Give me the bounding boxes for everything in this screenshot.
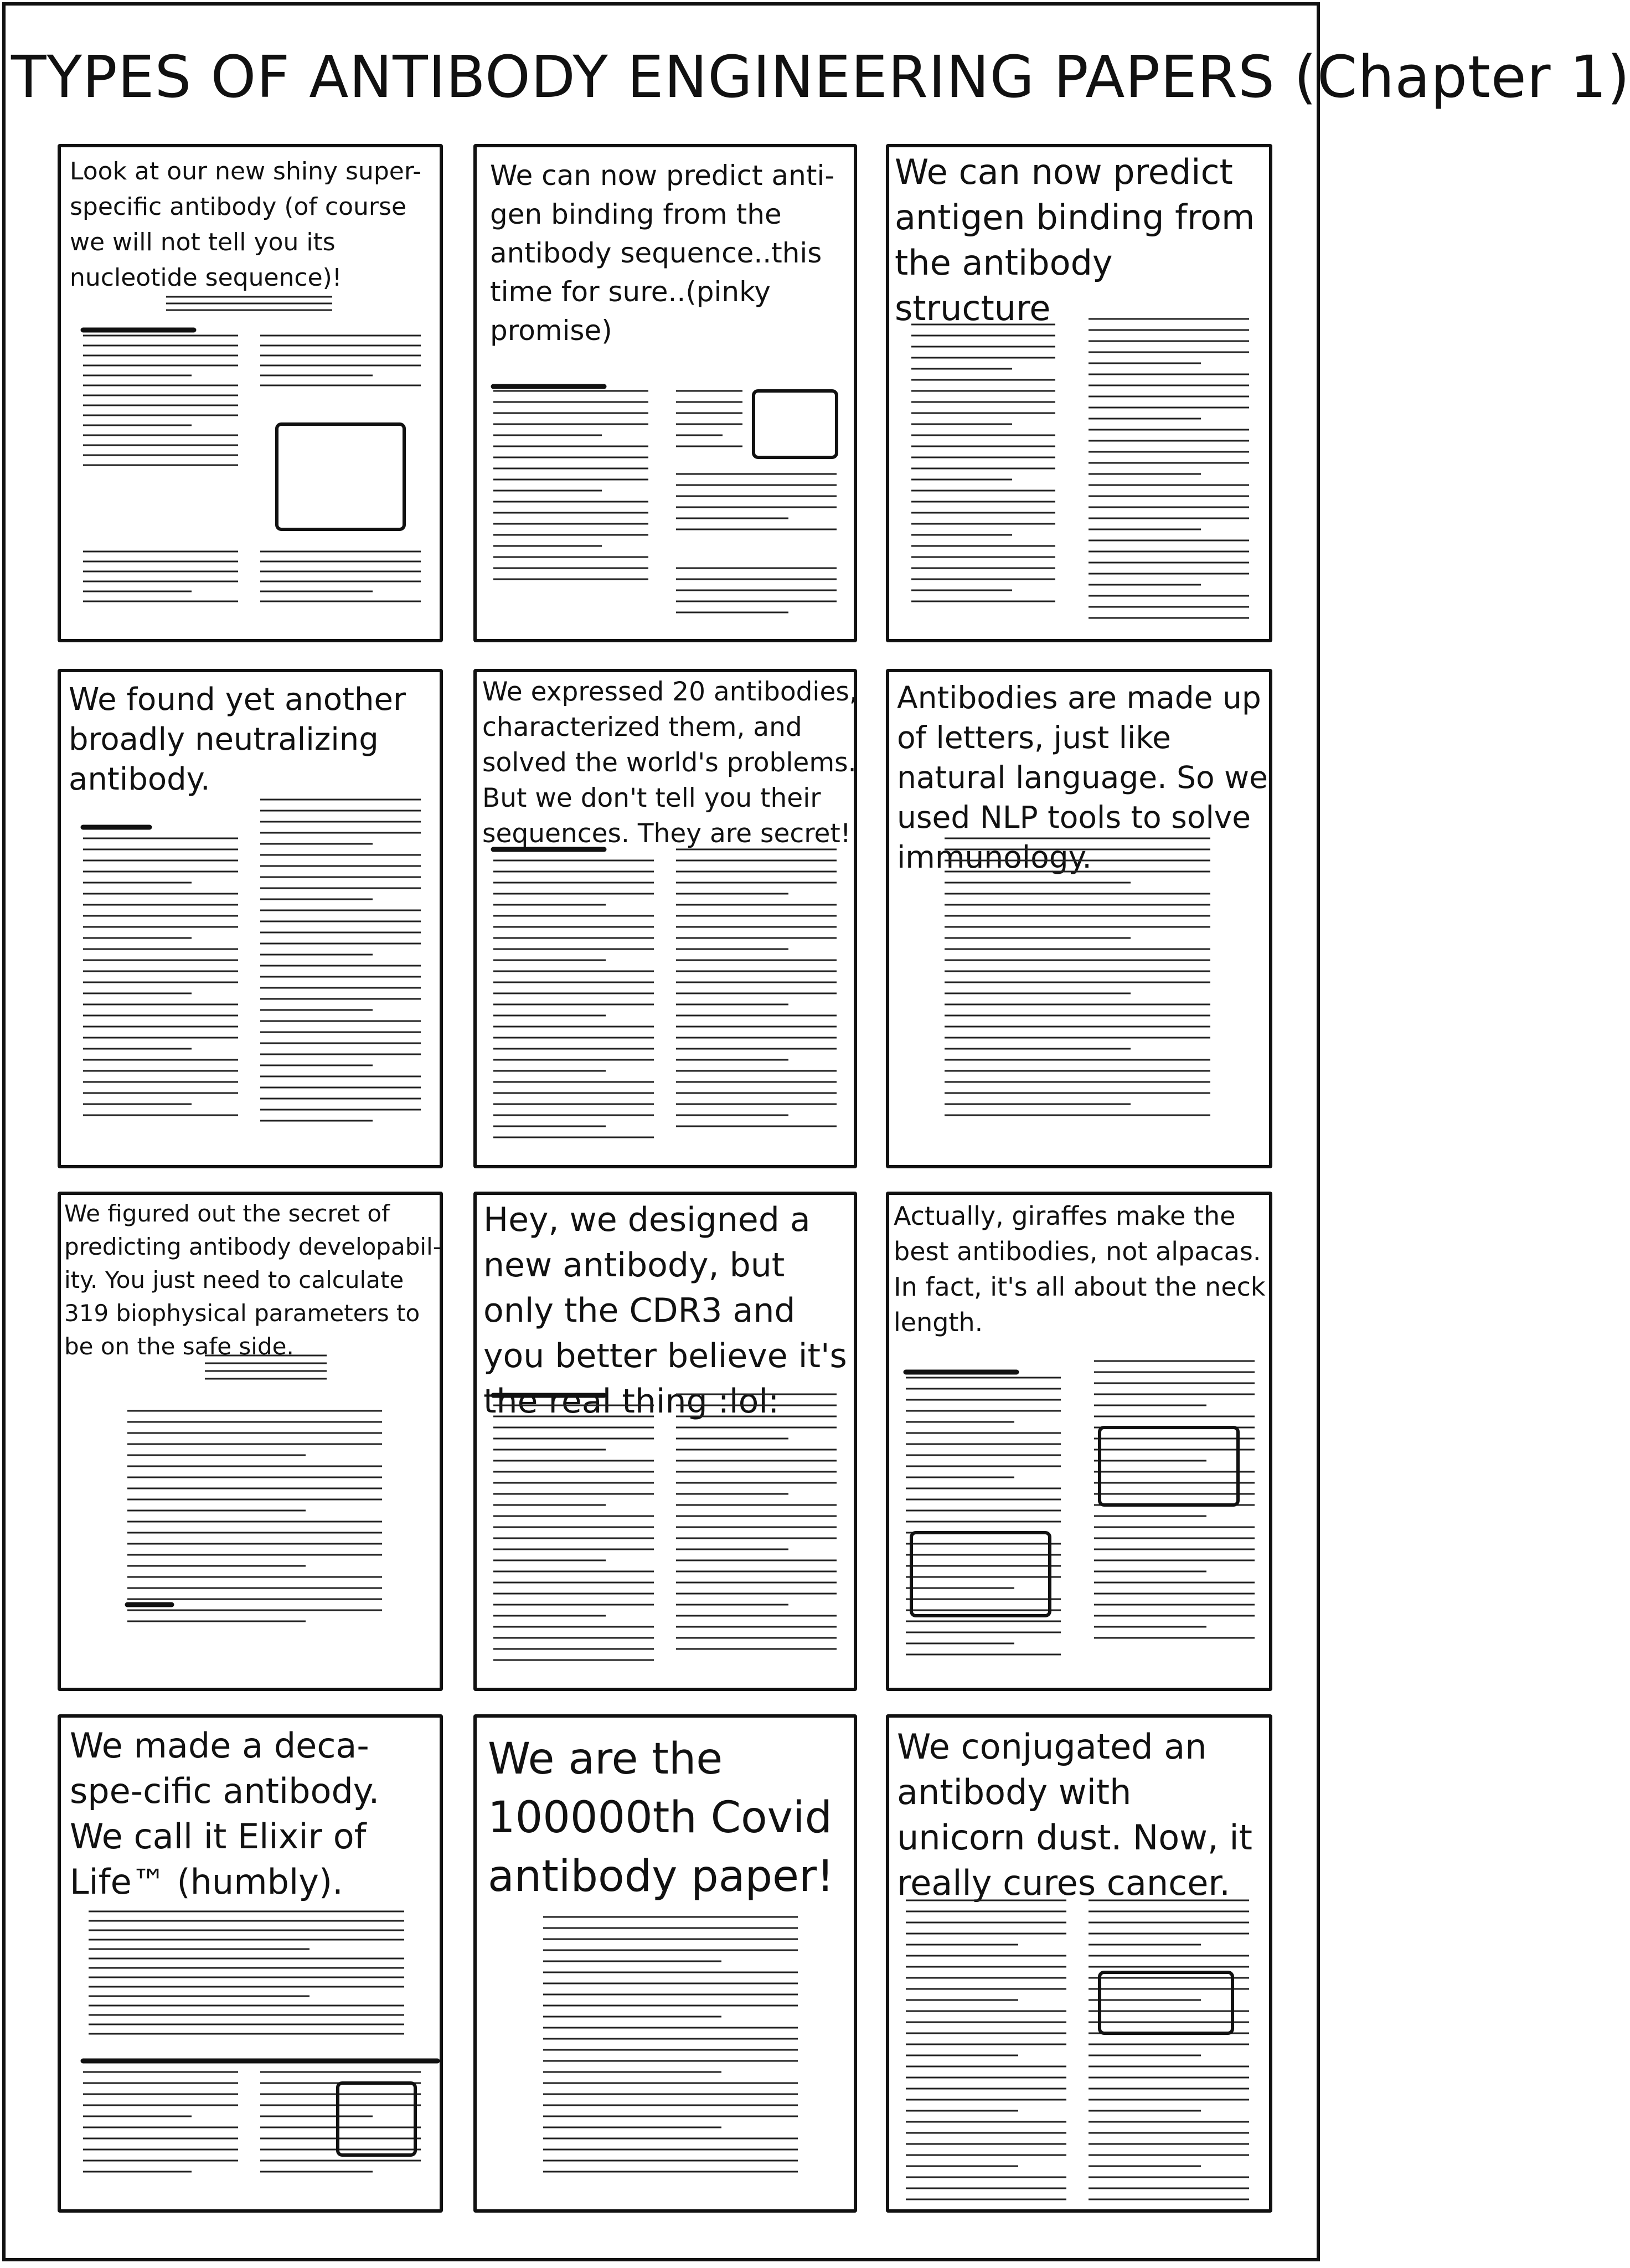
panel-caption: We found yet another broadly neutralizing antibody. <box>69 682 406 797</box>
paper-sketch <box>61 1718 446 2216</box>
paper-sketch <box>61 672 446 1172</box>
paper-sketch <box>61 1195 446 1694</box>
panel-caption: We made a deca-spe-cific antibody. We call it Elixir of Life™ (humbly). <box>70 1725 380 1902</box>
panel-9 <box>886 1192 1272 1691</box>
panel-caption: We can now predict anti-gen binding from the antibody sequence..this time for sure..(pinky promise) <box>490 159 835 347</box>
paper-sketch <box>477 1195 860 1694</box>
panel-3 <box>886 144 1272 642</box>
panel-8 <box>473 1192 857 1691</box>
paper-sketch <box>477 147 860 646</box>
panel-caption: We expressed 20 antibodies, characterized them, and solved the world's problems. But we don't tell you their sequences. They are secret! <box>482 677 858 849</box>
panel-11 <box>473 1714 857 2213</box>
figure-box <box>754 391 837 457</box>
paper-sketch <box>61 147 446 646</box>
panel-caption: We can now predict antigen binding from the antibody structure <box>895 152 1255 328</box>
paper-sketch <box>477 1718 860 2216</box>
panel-4 <box>58 669 443 1168</box>
panel-caption: We are the 100000th Covid antibody paper! <box>488 1734 834 1901</box>
panel-12 <box>886 1714 1272 2213</box>
figure-box <box>911 1533 1050 1616</box>
panel-caption: Look at our new shiny super-specific antibody (of course we will not tell you its nucleotide sequence)! <box>70 157 421 292</box>
panel-1 <box>58 144 443 642</box>
paper-sketch <box>889 1195 1276 1694</box>
panel-caption: We conjugated an antibody with unicorn dust. Now, it really cures cancer. <box>897 1726 1252 1903</box>
panel-caption: Antibodies are made up of letters, just like natural language. So we used NLP tools to solve immunology. <box>897 680 1268 875</box>
panel-caption: Hey, we designed a new antibody, but only the CDR3 and you better believe it's the real thing :lol: <box>483 1200 847 1421</box>
comic-title: TYPES OF ANTIBODY ENGINEERING PAPERS (Chapter 1) <box>11 43 1630 111</box>
panel-6 <box>886 669 1272 1168</box>
panel-2 <box>473 144 857 642</box>
paper-sketch <box>889 1718 1276 2216</box>
panel-10 <box>58 1714 443 2213</box>
paper-sketch <box>889 672 1276 1172</box>
figure-box <box>277 424 404 529</box>
figure-box <box>1100 1972 1232 2033</box>
panel-5 <box>473 669 857 1168</box>
paper-sketch <box>477 672 860 1172</box>
paper-sketch <box>889 147 1276 646</box>
panel-7 <box>58 1192 443 1691</box>
panel-caption: We figured out the secret of predicting antibody developabil-ity. You just need to calculate 319 biophysical parameters to be on the safe side. <box>64 1200 441 1360</box>
panel-caption: Actually, giraffes make the best antibodies, not alpacas. In fact, it's all about the neck length. <box>894 1201 1266 1337</box>
